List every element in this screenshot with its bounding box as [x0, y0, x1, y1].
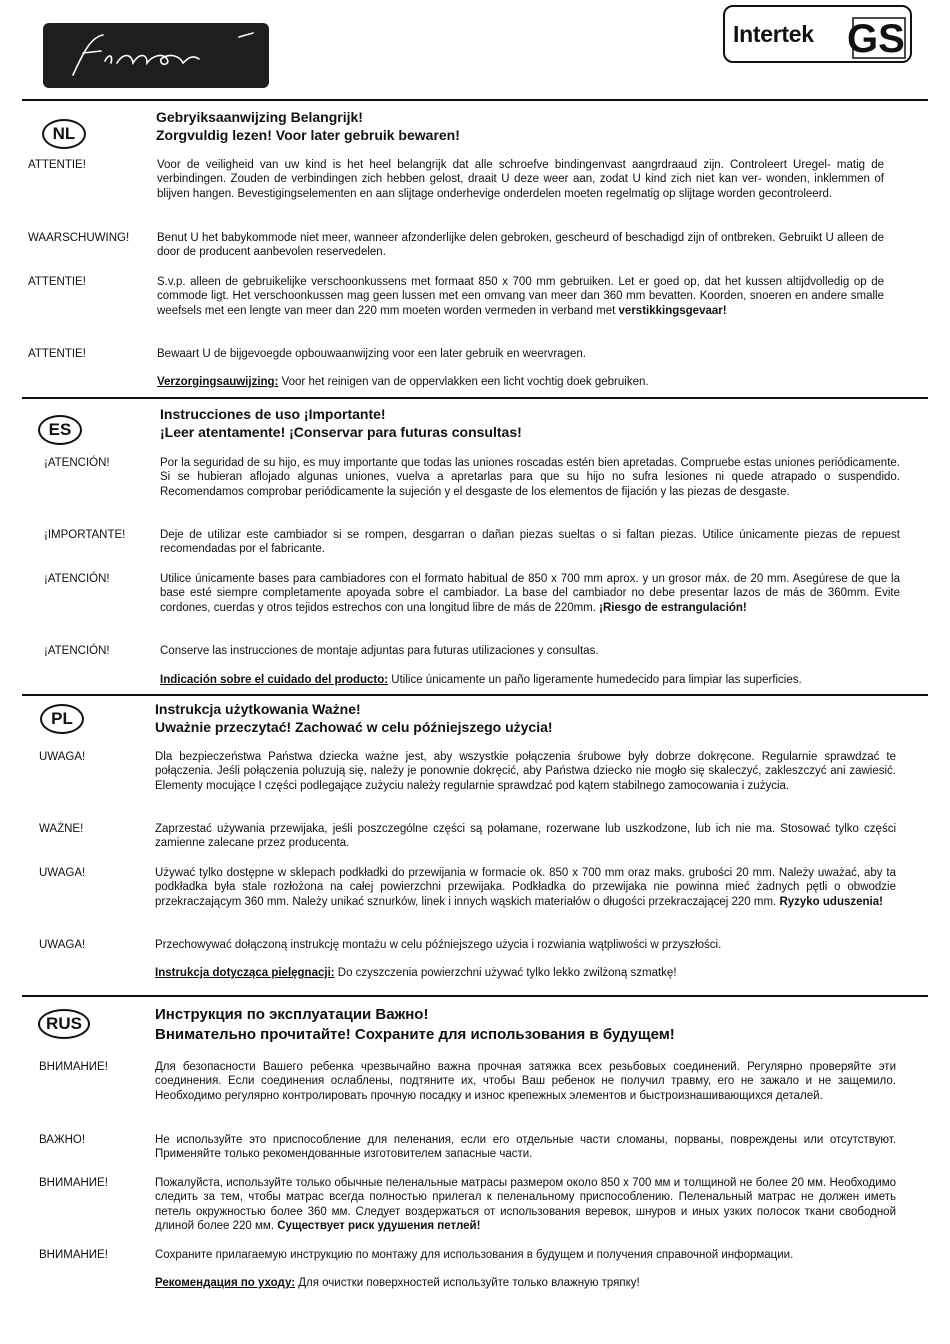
section-title: Instrukcja użytkowania Ważne! [155, 701, 361, 717]
warning-emphasis: verstikkingsgevaar! [618, 304, 727, 317]
care-title: Рекомендация по уходу: [155, 1277, 296, 1289]
gs-mark-letters: GS [847, 17, 905, 60]
care-text: Do czyszczenia powierzchni używać tylko lekko zwilżoną szmatkę! [334, 967, 677, 979]
item-text: Przechowywać dołączoną instrukcję montażu w celu późniejszego użycia i rozwiania wątpliwości w przyszłości. [155, 939, 722, 951]
item-text: Zaprzestać używania przewijaka, jeśli poszczególne części są połamane, rozerwane lub uszkodzone, lub ich nie ma. Stosować tylko części zamienne zalecane przez producenta. [155, 823, 896, 850]
section-title: Gebryiksaanwijzing Belangrijk! [156, 109, 363, 125]
warning-emphasis: ¡Riesgo de estrangulación! [599, 601, 747, 614]
section-divider [22, 397, 928, 399]
warning-emphasis: Ryzyko uduszenia! [779, 895, 883, 908]
care-text: Utilice únicamente un paño ligeramente humedecido para limpiar las superficies. [388, 674, 802, 686]
item-text: Для безопасности Вашего ребенка чрезвычайно важна прочная затяжка всех резьбовых соединений. Регулярно проверяйте эти соединения. Если соединения ослаблены, подтяните их, чтобы Ваш ребенок не получил травму, его не зажало и не защемило. Необходимо регулярно контролировать прочную посадку и износ крепежных элементов и быстроизнашивающихся деталей. [155, 1061, 896, 1102]
section-title: Instrucciones de uso ¡Importante! [160, 406, 386, 422]
item-text: Benut U het babykommode niet meer, wanneer afzonderlijke delen gebroken, gescheurd of beschadigd zijn of ontbreken. Gebruikt U alleen de door de producent aanbevolen reservedelen. [157, 232, 884, 259]
section-divider [22, 99, 928, 101]
section-divider [22, 995, 928, 997]
item-label: ВНИМАНИЕ! [39, 1061, 108, 1073]
item-text: Utilice únicamente bases para cambiadores con el formato habitual de 850 x 700 mm aprox. y un grosor máx. de 20 mm. Asegúrese de que la base esté siempre completamente apoyada sobre el cambiador. La base del cambiador no debe presentar lazos de más de 360mm. Evite cordones, cuerdas y otros tejidos estrechos con una longitud libre de más de 220mm. ¡Riesgo de estrangulación! [160, 573, 900, 614]
section-subtitle: Внимательно прочитайте! Сохраните для использования в будущем! [155, 1026, 675, 1043]
item-label: ¡ATENCIÓN! [44, 457, 110, 469]
section-subtitle: Zorgvuldig lezen! Voor later gebruik bewaren! [156, 127, 460, 143]
section-subtitle: Uważnie przeczytać! Zachować w celu późniejszego użycia! [155, 719, 553, 735]
item-label: UWAGA! [39, 751, 86, 763]
care-title: Indicación sobre el cuidado del producto: [160, 674, 389, 686]
care-instruction [160, 673, 802, 687]
section-title: Инструкция по эксплуатации Важно! [155, 1006, 429, 1023]
gs-mark-icon [843, 10, 907, 60]
care-title: Verzorgingsauwijzing: [157, 376, 279, 388]
intertek-gs-certification [723, 5, 912, 63]
item-text: Bewaart U de bijgevoegde opbouwaanwijzing voor een later gebruik en weervragen. [157, 348, 586, 360]
item-label: UWAGA! [39, 939, 86, 951]
care-instruction [155, 966, 677, 980]
care-title: Instrukcja dotycząca pielęgnacji: [155, 967, 335, 979]
item-label: ¡IMPORTANTE! [44, 529, 126, 541]
care-text: Для очистки поверхностей используйте только влажную тряпку! [295, 1277, 640, 1289]
language-badge-nl: NL [42, 119, 86, 149]
item-text: Dla bezpieczeństwa Państwa dziecka ważne jest, aby wszystkie połączenia śrubowe były dobrze dokręcone. Regularnie sprawdzać te połączenia. Jeśli połączenia poluzują się, należy je ponownie dokręcić, aby Państwa dziecko nie mogło się skaleczyć, zakleszczyć ani zawiesić. Elementy mocujące I części podlegające zużyciu należy regularnie sprawdzać pod kątem stabilnego zamocowania i zużycia. [155, 751, 896, 792]
section-divider [22, 694, 928, 696]
intertek-wordmark: Intertek [733, 21, 814, 47]
item-label: UWAGA! [39, 867, 86, 879]
item-text: Używać tylko dostępne w sklepach podkładki do przewijania w formacie ok. 850 x 700 mm oraz maks. grubości 20 mm. Należy uważać, aby ta podkładka była stale rozłożona na całej powierzchni przewijaka. Podkładka do przewijaka nie powinna mieć żadnych pętli o obwodzie przekraczającym 360 mm. Należy unikać sznurków, linek i innych wąskich materiałów o długości przekraczającej 220 mm. Ryzyko uduszenia! [155, 867, 896, 908]
item-text: Пожалуйста, используйте только обычные пеленальные матрасы размером около 850 x 700 мм и толщиной не более 20 мм. Необходимо следить за тем, чтобы матрас всегда полностью прилегал к пеленальному приспособлению. Пеленальный матрас не должен иметь петель окружностью более 360 мм. Следует воздержаться от использования веревок, шнуров и иных узких полосок ткани свободной длиной более 220 мм. Существует риск удушения петлей! [155, 1177, 896, 1232]
item-label: ATTENTIE! [28, 276, 86, 288]
item-text: Не используйте это приспособление для пеленания, если его отдельные части сломаны, порваны, повреждены или отсутствуют. Применяйте только рекомендованные изготовителем запасные части. [155, 1134, 896, 1161]
item-label: WAARSCHUWING! [28, 232, 130, 244]
item-label: ¡ATENCIÓN! [44, 645, 110, 657]
item-text: Voor de veiligheid van uw kind is het heel belangrijk dat alle schroefve bindingenvast aangrdraaud zijn. Controleert Uregel- matig de verbindingen. Zouden de verbindingen zich hebben gelost, draait U deze weer aan, zodat U kind zich niet kan ver- wonden, inklemmen of blijven hangen. Bevestigingselementen en aan slijtage onderhevige onderdelen moeten regelmatig op slijtage worden gecontroleerd. [157, 159, 884, 200]
warning-emphasis: Существует риск удушения петлей! [277, 1219, 481, 1232]
language-badge-rus: RUS [38, 1009, 90, 1039]
item-label: ¡ATENCIÓN! [44, 573, 110, 585]
care-instruction [155, 1276, 640, 1290]
item-text: Por la seguridad de su hijo, es muy importante que todas las uniones roscadas estén bien apretadas. Compruebe estas uniones periódicamente. Si se hubieran aflojado algunas uniones, vuelva a apretarlas para que su hijo no sufra lesiones ni quede atrapado o suspendido. Recomendamos comprobar periódicamente la sujeción y el desgaste de los elementos de fijación y las piezas de desgaste. [160, 457, 900, 498]
item-label: ATTENTIE! [28, 348, 86, 360]
care-instruction [157, 375, 649, 389]
section-subtitle: ¡Leer atentamente! ¡Conservar para futuras consultas! [160, 424, 522, 440]
item-text: Сохраните прилагаемую инструкцию по монтажу для использования в будущем и получения справочной информации. [155, 1249, 794, 1261]
care-text: Voor het reinigen van de oppervlakken een licht vochtig doek gebruiken. [278, 376, 649, 388]
item-label: WAŻNE! [39, 823, 84, 835]
language-badge-pl: PL [40, 704, 84, 734]
brand-logo [43, 23, 269, 88]
item-text: S.v.p. alleen de gebruikelijke verschoonkussens met formaat 850 x 700 mm gebruiken. Let er goed op, dat het kussen altijdvolledig op de commode ligt. Het verschoonkussen mag geen lussen met een omvang van meer dan 360 mm bevatten. Koorden, snoeren en andere smalle weefsels met een lengte van meer dan 220 mm moeten worden vermeden in verband met verstikkingsgevaar! [157, 276, 884, 317]
language-badge-es: ES [38, 415, 82, 445]
item-label: ВНИМАНИЕ! [39, 1249, 108, 1261]
item-text: Deje de utilizar este cambiador si se rompen, desgarran o dañan piezas sueltas o si faltan piezas. Utilice únicamente piezas de repuest recomendadas por el fabricante. [160, 529, 900, 556]
item-label: ВНИМАНИЕ! [39, 1177, 108, 1189]
item-label: ВАЖНО! [39, 1134, 86, 1146]
item-label: ATTENTIE! [28, 159, 86, 171]
item-text: Conserve las instrucciones de montaje adjuntas para futuras utilizaciones y consultas. [160, 645, 599, 657]
